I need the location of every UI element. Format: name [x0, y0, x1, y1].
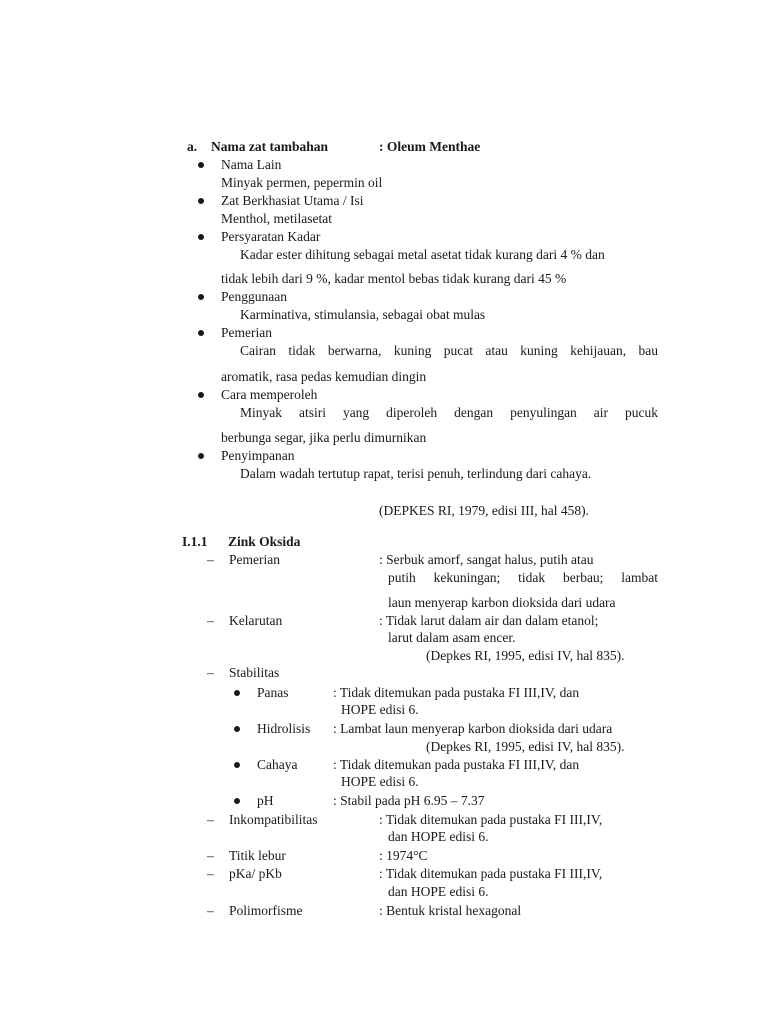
item-text: Menthol, metilasetat	[221, 211, 332, 226]
prop-value: : 1974°C	[379, 848, 428, 863]
sub-value: : Lambat laun menyerap karbon dioksida dari udara	[333, 721, 613, 736]
bullet-icon	[198, 330, 204, 336]
prop-value: : Bentuk kristal hexagonal	[379, 903, 522, 918]
dash-marker: –	[207, 848, 214, 863]
reference-text: (Depkes RI, 1995, edisi IV, hal 835).	[426, 648, 625, 663]
dash-marker: –	[207, 812, 214, 827]
prop-value: : Serbuk amorf, sangat halus, putih atau	[379, 552, 594, 567]
item-text: Dalam wadah tertutup rapat, terisi penuh, terlindung dari cahaya.	[240, 466, 592, 481]
bullet-icon	[198, 198, 204, 204]
item-text: berbunga segar, jika perlu dimurnikan	[221, 430, 427, 445]
item-title: Zat Berkhasiat Utama / Isi	[221, 193, 364, 208]
item-text: Minyak permen, pepermin oil	[221, 175, 383, 190]
prop-label: Pemerian	[229, 552, 280, 567]
item-text: aromatik, rasa pedas kemudian dingin	[221, 369, 427, 384]
sub-value: : Stabil pada pH 6.95 – 7.37	[333, 793, 485, 808]
bullet-icon	[234, 762, 240, 768]
section-label: Nama zat tambahan	[211, 139, 328, 154]
dash-marker: –	[207, 866, 214, 881]
bullet-icon	[198, 453, 204, 459]
prop-label: Titik lebur	[229, 848, 286, 863]
sub-value: HOPE edisi 6.	[341, 702, 419, 717]
prop-value: : Tidak ditemukan pada pustaka FI III,IV,	[379, 866, 603, 881]
prop-label: pKa/ pKb	[229, 866, 282, 881]
bullet-icon	[198, 162, 204, 168]
item-text: Cairan tidak berwarna, kuning pucat atau kuning kehijauan, bau	[240, 343, 658, 358]
prop-value: laun menyerap karbon dioksida dari udara	[388, 595, 616, 610]
item-title: Persyaratan Kadar	[221, 229, 321, 244]
bullet-icon	[234, 690, 240, 696]
prop-label: Inkompatibilitas	[229, 812, 318, 827]
item-title: Nama Lain	[221, 157, 282, 172]
sub-label: pH	[257, 793, 274, 808]
item-title: Penggunaan	[221, 289, 287, 304]
prop-value: : Tidak larut dalam air dan dalam etanol;	[379, 613, 599, 628]
prop-value: dan HOPE edisi 6.	[388, 829, 489, 844]
bullet-icon	[198, 294, 204, 300]
dash-marker: –	[207, 665, 214, 680]
bullet-icon	[198, 392, 204, 398]
sub-label: Panas	[257, 685, 289, 700]
sub-label: Cahaya	[257, 757, 298, 772]
sub-value: : Tidak ditemukan pada pustaka FI III,IV, dan	[333, 757, 580, 772]
bullet-icon	[198, 234, 204, 240]
section-marker: a.	[187, 139, 198, 154]
item-text: Kadar ester dihitung sebagai metal asetat tidak kurang dari 4 % dan	[240, 247, 605, 262]
prop-label: Polimorfisme	[229, 903, 303, 918]
dash-marker: –	[207, 613, 214, 628]
item-title: Pemerian	[221, 325, 272, 340]
bullet-icon	[234, 798, 240, 804]
section-title: Zink Oksida	[228, 534, 301, 549]
item-text: Karminativa, stimulansia, sebagai obat mulas	[240, 307, 486, 322]
reference-text: (Depkes RI, 1995, edisi IV, hal 835).	[426, 739, 625, 754]
reference-text: (DEPKES RI, 1979, edisi III, hal 458).	[379, 503, 589, 518]
prop-value: dan HOPE edisi 6.	[388, 884, 489, 899]
section-value: : Oleum Menthae	[379, 139, 481, 154]
prop-label: Stabilitas	[229, 665, 280, 680]
prop-value: : Tidak ditemukan pada pustaka FI III,IV,	[379, 812, 603, 827]
section-number: I.1.1	[182, 534, 208, 549]
item-title: Cara memperoleh	[221, 387, 318, 402]
prop-label: Kelarutan	[229, 613, 283, 628]
sub-value: HOPE edisi 6.	[341, 774, 419, 789]
sub-value: : Tidak ditemukan pada pustaka FI III,IV, dan	[333, 685, 580, 700]
item-text: Minyak atsiri yang diperoleh dengan penyulingan air pucuk	[240, 405, 658, 420]
bullet-icon	[234, 726, 240, 732]
sub-label: Hidrolisis	[257, 721, 311, 736]
prop-value: larut dalam asam encer.	[388, 630, 516, 645]
item-title: Penyimpanan	[221, 448, 295, 463]
dash-marker: –	[207, 903, 214, 918]
prop-value: putih kekuningan; tidak berbau; lambat	[388, 570, 658, 585]
dash-marker: –	[207, 552, 214, 567]
item-text: tidak lebih dari 9 %, kadar mentol bebas tidak kurang dari 45 %	[221, 271, 567, 286]
